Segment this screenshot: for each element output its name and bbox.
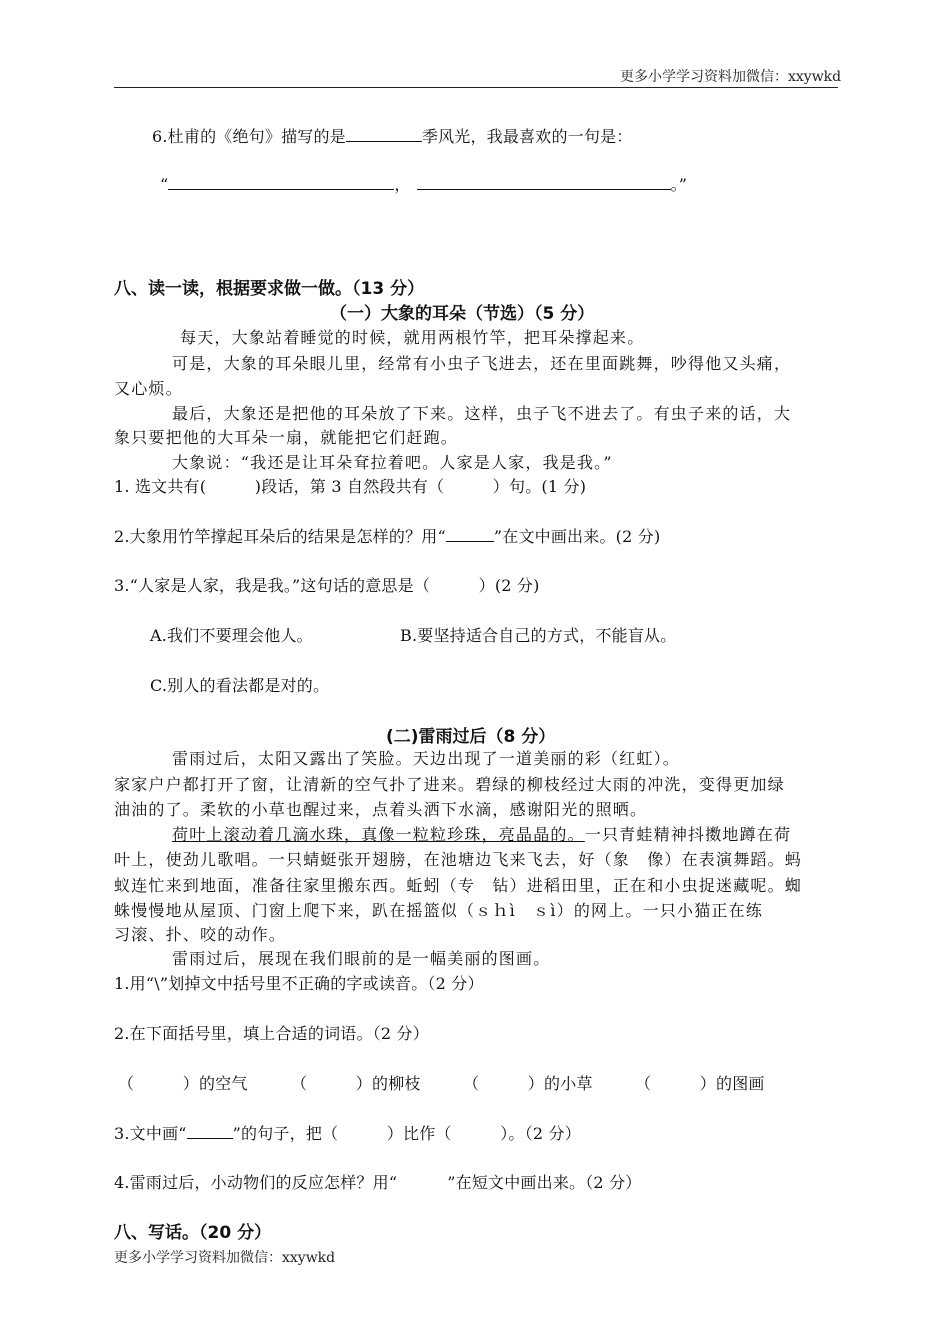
part2-q4-prefix: 4.雷雨过后，小动物们的反应怎样？用“ <box>114 1173 398 1192</box>
part2-line-3: 油油的了。柔软的小草也醒过来，点着头洒下水滴，感谢阳光的照晒。 <box>114 800 648 819</box>
fill-grass[interactable]: （ ）的小草 <box>463 1074 593 1093</box>
section-write-title: 八、写话。（20 分） <box>114 1223 272 1243</box>
part1-option-a[interactable]: A.我们不要理会他人。 <box>150 626 313 645</box>
page-footer: 更多小学学习资料加微信：xxywkd <box>114 1250 336 1266</box>
part1-option-c[interactable]: C.别人的看法都是对的。 <box>150 676 330 695</box>
q6-prefix: 6.杜甫的《绝句》描写的是 <box>152 127 346 146</box>
part1-q2-prefix: 2.大象用竹竿撑起耳朵后的结果是怎样的？用“ <box>114 527 446 546</box>
part2-line-4-rest: 一只青蛙精神抖擞地蹲在荷 <box>584 825 792 844</box>
part1-line-1: 每天，大象站着睡觉的时候，就用两根竹竿，把耳朵撑起来。 <box>180 328 645 347</box>
part2-underlined-sentence: 荷叶上滚动着几滴水珠，真像一粒粒珍珠，亮晶晶的。 <box>172 825 585 844</box>
part1-question-2 <box>114 524 660 547</box>
part1-question-3: 3.“人家是人家，我是我。”这句话的意思是（ ）(2 分) <box>114 576 540 595</box>
part2-line-7: 蛛慢慢地从屋顶、门窗上爬下来，趴在摇篮似（ｓｈì ｓì）的网上。一只小猫正在练 <box>114 901 764 920</box>
part2-q3-suffix: ”的句子，把（ ）比作（ ）。（2 分） <box>232 1124 581 1143</box>
part2-q3-underline-mark <box>187 1138 233 1139</box>
q6-season-blank[interactable] <box>346 141 422 142</box>
part2-line-2: 家家户户都打开了窗，让清新的空气扑了进来。碧绿的柳枝经过大雨的冲洗，变得更加绿 <box>114 775 785 794</box>
part1-q2-suffix: ”在文中画出来。(2 分) <box>493 527 661 546</box>
part2-line-1: 雷雨过后，太阳又露出了笑脸。天边出现了一道美丽的彩（红虹）。 <box>172 749 681 768</box>
part1-title: （一）大象的耳朵（节选）（5 分） <box>330 304 595 324</box>
part2-question-4 <box>114 1170 642 1193</box>
part2-line-5: 叶上，使劲儿歌唱。一只蜻蜓张开翅膀，在池塘边飞来飞去，好（象 像）在表演舞蹈。蚂 <box>114 850 803 869</box>
q6-comma: ， <box>394 175 411 194</box>
q6-mid: 季风光，我最喜欢的一句是： <box>421 127 633 146</box>
part2-line-6: 蚁连忙来到地面，准备往家里搬东西。蚯蚓（专 钻）进稻田里，正在和小虫捉迷藏呢。蜘 <box>114 876 803 895</box>
part2-question-1: 1.用“\”划掉文中括号里不正确的字或读音。（2 分） <box>114 974 484 993</box>
part2-line-4 <box>172 822 791 845</box>
part2-q4-suffix: ”在短文中画出来。（2 分） <box>447 1173 642 1192</box>
fill-air[interactable]: （ ）的空气 <box>118 1074 248 1093</box>
part2-line-9: 雷雨过后，展现在我们眼前的是一幅美丽的图画。 <box>172 949 551 968</box>
fill-picture[interactable]: （ ）的图画 <box>635 1074 765 1093</box>
part2-question-3 <box>114 1121 581 1144</box>
q6-open-quote: “ <box>160 175 169 194</box>
section-8-title: 八、读一读，根据要求做一做。（13 分） <box>114 279 425 299</box>
question-6 <box>152 124 632 147</box>
part1-line-5: 象只要把他的大耳朵一扇，就能把它们赶跑。 <box>114 428 459 447</box>
q6-verse-blank-2[interactable] <box>417 189 671 190</box>
part2-q4-wavy-mark <box>397 1173 447 1192</box>
part1-line-3: 又心烦。 <box>114 379 183 398</box>
part1-q2-underline-mark <box>446 541 494 542</box>
q6-close: 。” <box>670 175 688 194</box>
part1-line-2: 可是，大象的耳朵眼儿里，经常有小虫子飞进去，还在里面跳舞，吵得他又头痛， <box>172 354 792 373</box>
header-rule <box>114 87 838 88</box>
part1-question-1: 1. 选文共有( )段话，第 3 自然段共有（ ）句。(1 分) <box>114 477 587 496</box>
part1-option-b[interactable]: B.要坚持适合自己的方式，不能盲从。 <box>400 626 677 645</box>
page-header: 更多小学学习资料加微信：xxywkd <box>620 69 842 85</box>
part2-question-2: 2.在下面括号里，填上合适的词语。（2 分） <box>114 1024 429 1043</box>
part2-q3-prefix: 3.文中画“ <box>114 1124 187 1143</box>
part2-title: (二)雷雨过后（8 分） <box>386 727 556 747</box>
q6-verse-blank-1[interactable] <box>168 189 394 190</box>
part1-line-6: 大象说：“我还是让耳朵耷拉着吧。人家是人家，我是我。” <box>172 453 613 472</box>
part2-line-8: 习滚、扑、咬的动作。 <box>114 925 287 944</box>
part1-line-4: 最后，大象还是把他的耳朵放了下来。这样，虫子飞不进去了。有虫子来的话，大 <box>172 404 792 423</box>
question-6-line2 <box>160 172 687 195</box>
fill-willow[interactable]: （ ）的柳枝 <box>291 1074 421 1093</box>
